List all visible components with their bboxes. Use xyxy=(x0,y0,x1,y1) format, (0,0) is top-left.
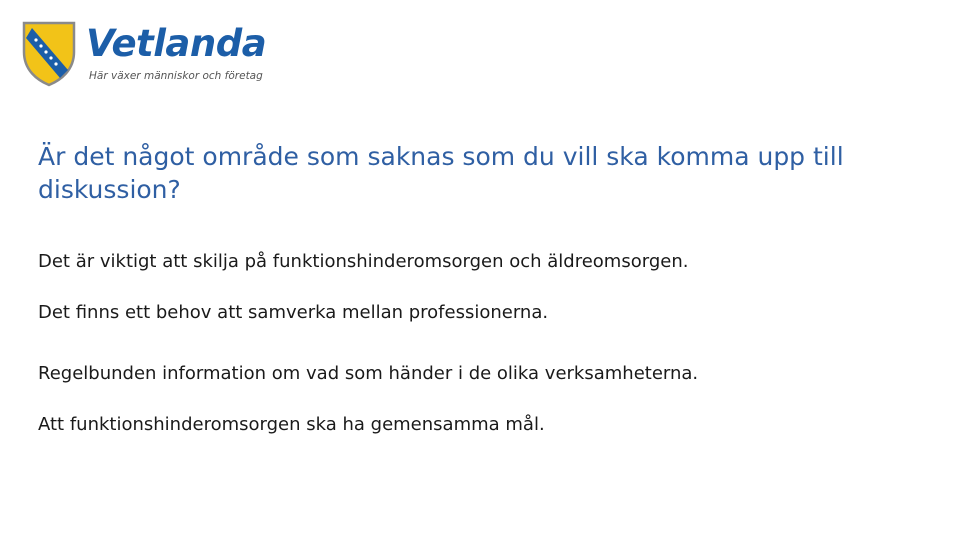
logo-name: Vetlanda xyxy=(86,22,267,65)
logo-tagline: Här växer människor och företag xyxy=(89,70,263,82)
slide-heading: Är det något område som saknas som du vill ska komma upp till diskussion? xyxy=(38,142,844,204)
vetlanda-logo xyxy=(20,18,267,90)
point-2: Det finns ett behov att samverka mellan professionerna. xyxy=(38,302,549,323)
point-4: Att funktionshinderomsorgen ska ha gemensamma mål. xyxy=(38,414,545,435)
point-1: Det är viktigt att skilja på funktionshinderomsorgen och äldreomsorgen. xyxy=(38,251,689,272)
point-3: Regelbunden information om vad som händer i de olika verksamheterna. xyxy=(38,363,699,384)
coat-of-arms-shield-icon xyxy=(20,18,78,88)
